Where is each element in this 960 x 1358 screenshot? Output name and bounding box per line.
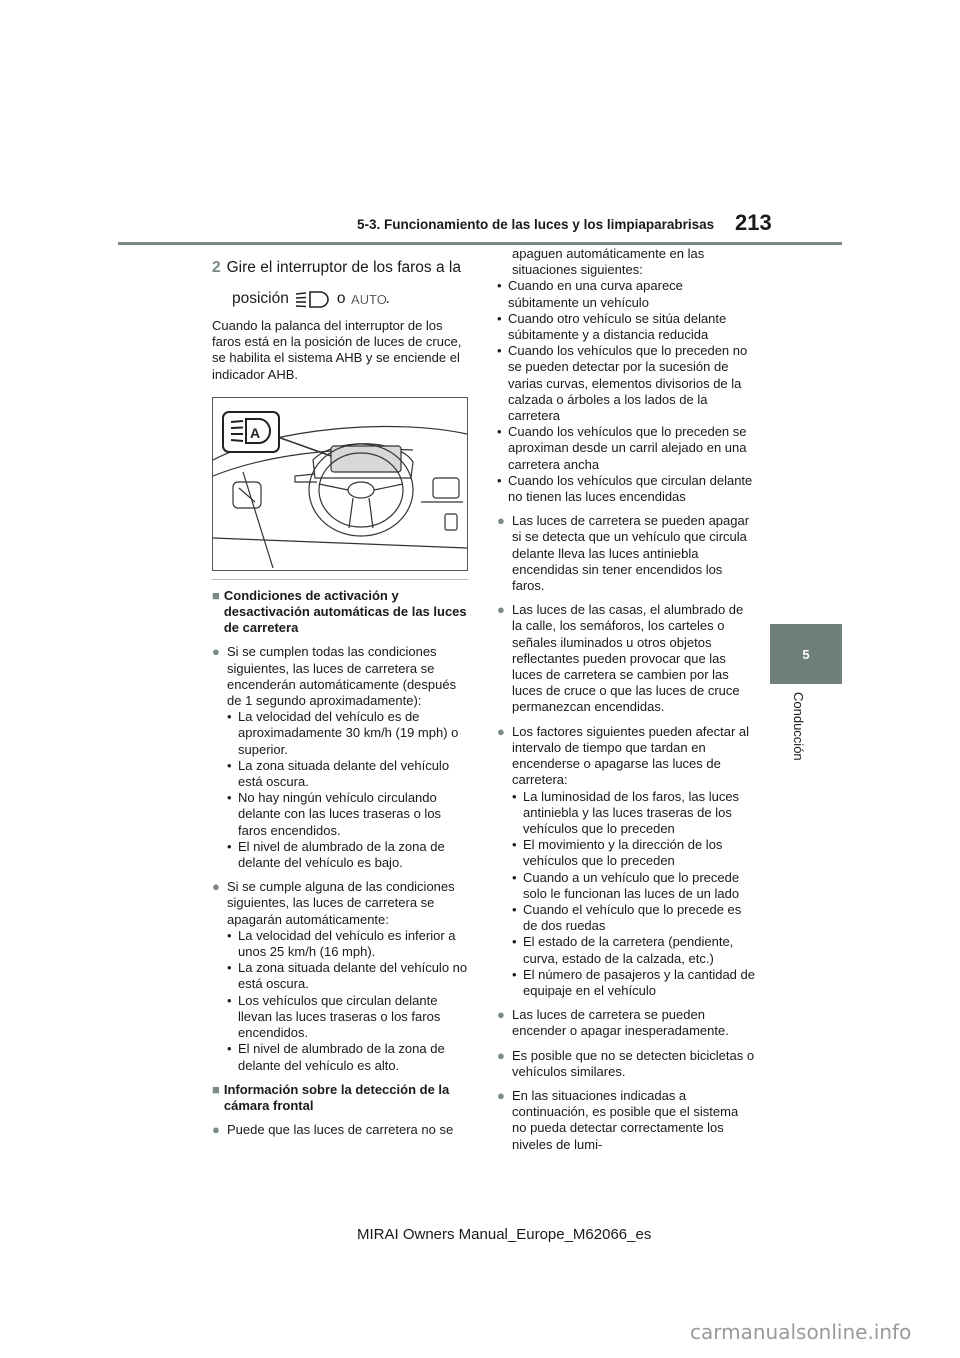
bullet-street-lights [497,602,755,715]
left-column [212,258,468,1146]
bullet-text: Si se cumple alguna de las condiciones siguientes, las luces de carretera se apagarán automáticamente: [227,879,455,927]
list-item: • Cuando otro vehículo se sitúa delante súbitamente y a distancia reducida [497,310,727,343]
bullet-text: Si se cumplen todas las condiciones siguientes, las luces de carretera se encenderán automáticamente (después de 1 segundo aproximadamente): [227,644,457,709]
list-item: • La velocidad del vehículo es de aproximadamente 30 km/h (19 mph) o superior. [227,709,459,757]
chapter-label: Conducción [791,692,806,761]
list-item: • La luminosidad de los faros, las luces antiniebla y las luces traseras de los vehículos que lo preceden [512,788,740,836]
round-bullet-icon: ● [212,1122,220,1138]
round-bullet-icon: ● [212,879,220,895]
bullet-text: Es posible que no se detecten bicicletas o vehículos similares. [512,1047,755,1079]
square-bullet-icon: ■ [212,1081,220,1097]
list-item: • El nivel de alumbrado de la zona de delante del vehículo es alto. [227,1041,445,1073]
bullet-fog-lights [497,513,755,594]
ahb-indicator-letter: A [250,424,261,441]
bullet-text: Las luces de carretera se pueden apagar si se detecta que un vehículo que circula delante lleva las luces antiniebla encendidas sin tener encendidos los faros. [512,513,750,594]
round-bullet-icon: ● [212,644,220,660]
intro-paragraph: Cuando la palanca del interruptor de los faros está en la posición de luces de cruce, se habilita el sistema AHB y se enciende el indicador AHB. [212,318,462,382]
step-2 [212,258,468,278]
step-number: 2 [212,259,221,276]
list-item: • La velocidad del vehículo es inferior a unos 25 km/h (16 mph). [227,927,456,960]
section-title-camera: Información sobre la detección de la cámara frontal [223,1081,450,1113]
list-item: • Cuando en una curva aparece súbitamente un vehículo [497,278,683,310]
list-item: • Los vehículos que circulan delante llevan las luces traseras o los faros encendidos. [227,992,441,1041]
bullet-camera [212,1122,468,1138]
list-item: • Cuando a un vehículo que lo precede solo le funcionan las luces de un lado [512,869,740,901]
dashboard-illustration [212,397,468,571]
section-heading-camera [212,1082,468,1114]
section-title-activation: Condiciones de activación y desactivación automáticas de las luces de carretera [223,587,467,636]
list-item: • Cuando los vehículos que lo preceden se aproximan desde un carril alejado en una carretera ancha [497,424,747,472]
round-bullet-icon: ● [497,1047,505,1063]
right-column [497,246,755,1161]
auto-high-beam-switch-icon [294,290,332,308]
footer-text: MIRAI Owners Manual_Europe_M62066_es [357,1226,652,1243]
watermark: carmanualsonline.info [690,1320,912,1344]
bullet-on-conditions [212,644,468,871]
list-item: • Cuando los vehículos que circulan delante no tienen las luces encendidas [497,472,753,505]
list-item: • El movimiento y la dirección de los vehículos que lo preceden [512,837,723,869]
list-item: • Cuando los vehículos que lo preceden no se pueden detectar por la sucesión de varias curvas, elementos divisorios de la calzada o árboles a los lados de la carretera [497,343,748,424]
bullet-text: En las situaciones indicadas a continuación, es posible que el sistema no pueda detectar correctamente los niveles de lumi- [512,1087,739,1152]
header-rule [118,242,842,245]
list-item: • No hay ningún vehículo circulando delante con las luces traseras o los faros encendidos. [227,790,442,838]
section-heading-activation [212,588,468,637]
list-item: • El estado de la carretera (pendiente, curva, estado de la calzada, etc.) [512,934,734,966]
round-bullet-icon: ● [497,723,505,739]
page-number: 213 [735,210,772,235]
continued-bullet [497,246,755,278]
bullet-text: apaguen automáticamente en las situaciones siguientes: [512,246,705,278]
figure-divider [212,579,468,580]
bullet-text: Las luces de las casas, el alumbrado de la calle, los semáforos, los carteles o señales iluminados u otros objetos reflectantes pueden provocar que las luces de carretera se cambien por las luces de cruce o que las luces de cruce permanezcan encendidas. [512,602,744,715]
bullet-situations [497,1088,755,1153]
list-item: • Cuando el vehículo que lo precede es de dos ruedas [512,901,742,934]
bullet-text: Las luces de carretera se pueden encender o apagar inesperadamente. [512,1007,729,1039]
list-item: • El número de pasajeros y la cantidad de equipaje en el vehículo [512,966,755,998]
step-period: . [385,289,390,307]
round-bullet-icon: ● [497,1087,505,1103]
step-position-label: posición [232,289,289,307]
auto-position-icon [350,292,387,307]
bullet-bicycles [497,1048,755,1080]
bullet-text: Puede que las luces de carretera no se [227,1122,454,1138]
step-position-line [232,290,468,308]
bullet-timing-factors [497,724,755,999]
round-bullet-icon: ● [497,602,505,618]
square-bullet-icon: ■ [212,587,220,603]
chapter-number: 5 [802,646,810,662]
step-or: o [336,289,346,307]
bullet-text: Los factores siguientes pueden afectar al intervalo de tiempo que tardan en encenderse o apagarse las luces de carretera: [512,723,750,788]
step-text: Gire el interruptor de los faros a la [226,259,461,276]
continued-list [497,278,755,505]
round-bullet-icon: ● [497,513,505,529]
svg-text:AUTO: AUTO [350,292,387,307]
bullet-off-conditions [212,879,468,1073]
section-title: 5-3. Funcionamiento de las luces y los limpiaparabrisas [357,217,715,232]
list-item: • La zona situada delante del vehículo no está oscura. [227,960,468,992]
bullet-unexpected [497,1007,755,1039]
round-bullet-icon: ● [497,1007,505,1023]
list-item: • La zona situada delante del vehículo está oscura. [227,757,450,790]
steering-wheel-illustration [213,398,467,570]
chapter-tab[interactable] [770,624,842,684]
list-item: • El nivel de alumbrado de la zona de delante del vehículo es bajo. [227,838,445,871]
